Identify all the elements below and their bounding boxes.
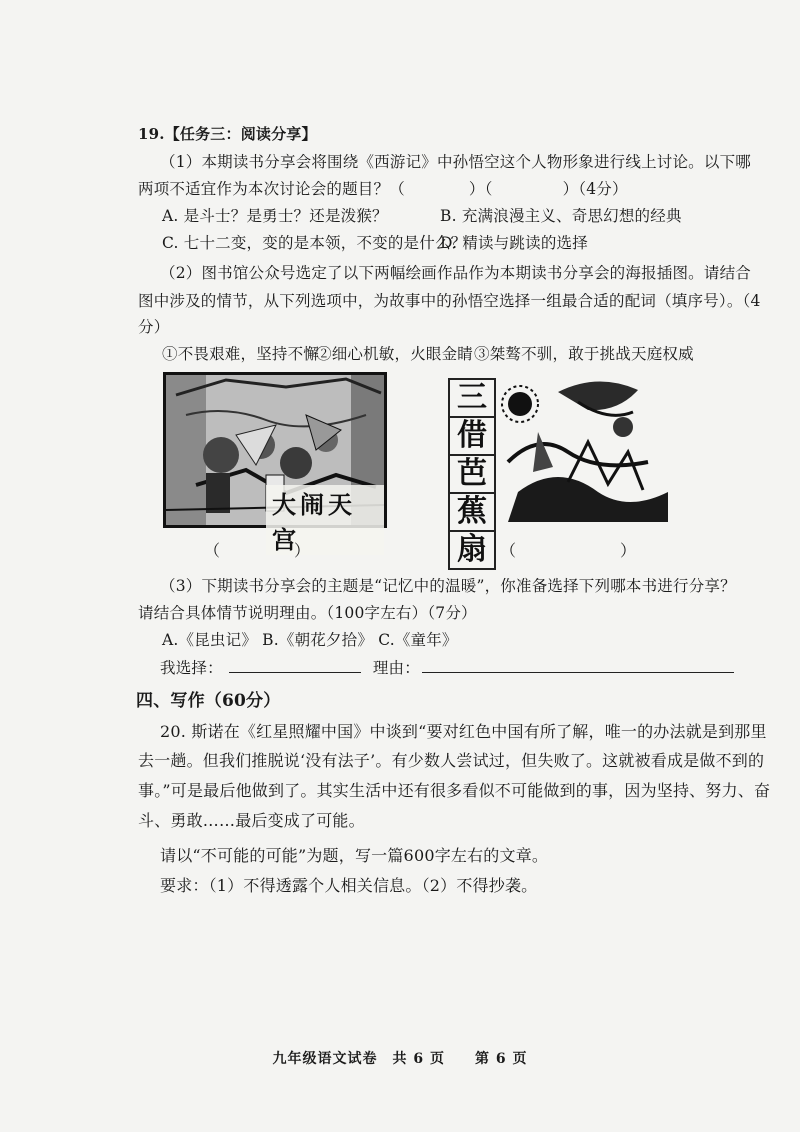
image-left-caption: 大闹天宫 — [266, 485, 384, 555]
caption-char-4: 蕉 — [450, 494, 494, 532]
caption-char-1: 三 — [450, 380, 494, 418]
reason-blank[interactable] — [422, 656, 734, 673]
option-a: A. 是斗士？是勇士？还是泼猴？ — [162, 207, 388, 225]
q19-p3-line1: （3）下期读书分享会的主题是“记忆中的温暖”，你准备选择下列哪本书进行分享？ — [160, 577, 736, 595]
option-b: B. 充满浪漫主义、奇思幻想的经典 — [440, 207, 682, 225]
q19-p2-line1: （2）图书馆公众号选定了以下两幅绘画作品作为本期读书分享会的海报插图。请结合 — [160, 264, 751, 282]
illustration-banana-fan — [448, 372, 674, 567]
book-options: A.《昆虫记》 B.《朝花夕拾》 C.《童年》 — [162, 631, 458, 649]
answer-row — [160, 656, 734, 679]
page-footer: 九年级语文试卷 共 6 页 第 6 页 — [272, 1051, 528, 1067]
caption-char-2: 借 — [450, 418, 494, 456]
answer-blank-image-right[interactable] — [518, 538, 618, 560]
answer-blank-image-left[interactable] — [222, 538, 292, 560]
q20-line3: 事。”可是最后他做到了。其实生活中还有很多看似不可能做到的事，因为坚持、努力、奋 — [138, 781, 771, 800]
q20-line1: 20. 斯诺在《红星照耀中国》中谈到“要对红色中国有所了解，唯一的办法就是到那里 — [160, 722, 767, 741]
q20-line4: 斗、勇敢……最后变成了可能。 — [138, 811, 365, 830]
choice-3: ③桀骜不驯，敢于挑战天庭权威 — [474, 345, 694, 363]
q20-line2: 去一趟。但我们推脱说‘没有法子’。有少数人尝试过，但失败了。这就被看成是做不到的 — [138, 751, 765, 770]
caption-char-3: 芭 — [450, 456, 494, 494]
paren-right-open: （ — [500, 541, 517, 560]
q19-p2-line3: 分） — [138, 318, 170, 336]
choice-1: ①不畏艰难，坚持不懈 — [162, 345, 320, 363]
q19-p1-line2 — [138, 178, 628, 200]
my-choice-label: 我选择： — [160, 659, 223, 677]
q19-title: 19.【任务三：阅读分享】 — [138, 125, 317, 143]
paren-left-open: （ — [204, 541, 221, 560]
reason-label: 理由： — [372, 659, 420, 677]
writing-instruction: 请以“不可能的可能”为题，写一篇600字左右的文章。 — [160, 846, 549, 865]
q19-p1-mid-paren: ）（ — [468, 180, 493, 198]
paren-left-close: ） — [294, 541, 311, 560]
q19-p1-score: ）（4分） — [562, 180, 628, 198]
choice-2: ②细心机敏，火眼金睛 — [316, 345, 474, 363]
illustration-havoc-in-heaven — [163, 372, 387, 554]
q19-p1-question: 两项不适宜作为本次讨论会的题目？（ — [138, 180, 405, 198]
q19-p2-line2: 图中涉及的情节，从下列选项中，为故事中的孙悟空选择一组最合适的配词（填序号）。（4 — [138, 292, 761, 310]
option-c: C. 七十二变，变的是本领，不变的是什么？ — [162, 234, 467, 252]
paren-right-close: ） — [620, 541, 637, 560]
my-choice-blank[interactable] — [229, 656, 361, 673]
q19-p1-line1: （1）本期读书分享会将围绕《西游记》中孙悟空这个人物形象进行线上讨论。以下哪 — [160, 153, 751, 171]
section-4-heading: 四、写作（60分） — [136, 691, 281, 711]
option-d: D. 精读与跳读的选择 — [440, 234, 588, 252]
writing-requirements: 要求：（1）不得透露个人相关信息。（2）不得抄袭。 — [160, 876, 538, 895]
q19-p3-line2: 请结合具体情节说明理由。（100字左右）（7分） — [138, 604, 477, 622]
image-right-caption — [448, 378, 496, 570]
caption-char-5: 扇 — [457, 532, 487, 567]
